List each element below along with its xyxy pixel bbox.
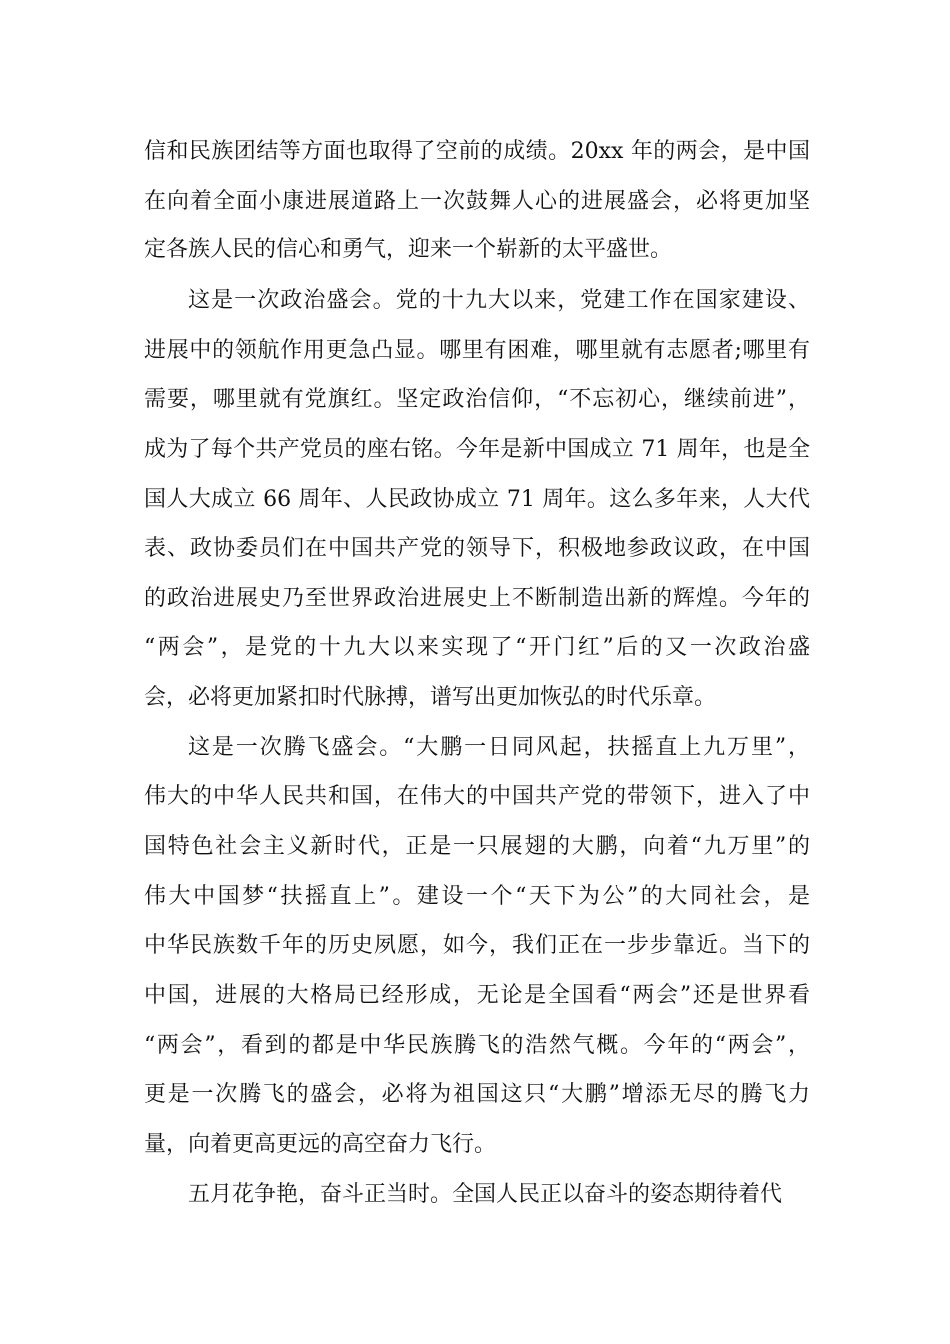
text-line: 国特色社会主义新时代，正是一只展翅的大鹏，向着“九万里”的 bbox=[144, 834, 810, 859]
text-line: 表、政协委员们在中国共产党的领导下，积极地参政议政，在中国 bbox=[144, 536, 810, 561]
text-line: 更是一次腾飞的盛会，必将为祖国这只“大鹏”增添无尽的腾飞力 bbox=[144, 1082, 810, 1107]
text-line: “两会”，看到的都是中华民族腾飞的浩然气概。今年的“两会”， bbox=[144, 1033, 810, 1058]
text-line: 量，向着更高更远的高空奋力飞行。 bbox=[144, 1132, 497, 1157]
text-line: 成为了每个共产党员的座右铭。今年是新中国成立 71 周年，也是全 bbox=[144, 437, 810, 462]
text-line: 会，必将更加紧扣时代脉搏，谱写出更加恢弘的时代乐章。 bbox=[144, 685, 717, 710]
text-line: 国人大成立 66 周年、人民政协成立 71 周年。这么多年来，人大代 bbox=[144, 487, 810, 512]
text-line: “两会”，是党的十九大以来实现了“开门红”后的又一次政治盛 bbox=[144, 635, 810, 660]
text-line: 伟大中国梦“扶摇直上”。建设一个“天下为公”的大同社会，是 bbox=[144, 884, 810, 909]
text-line: 进展中的领航作用更急凸显。哪里有困难，哪里就有志愿者;哪里有 bbox=[144, 338, 810, 363]
text-line: 中国，进展的大格局已经形成，无论是全国看“两会”还是世界看 bbox=[144, 983, 810, 1008]
text-line: 需要，哪里就有党旗红。坚定政治信仰，“不忘初心，继续前进”， bbox=[144, 387, 810, 412]
text-line: 伟大的中华人民共和国，在伟大的中国共产党的带领下，进入了中 bbox=[144, 784, 810, 809]
text-line: 定各族人民的信心和勇气，迎来一个崭新的太平盛世。 bbox=[144, 237, 673, 262]
paragraph-first-line: 这是一次政治盛会。党的十九大以来，党建工作在国家建设、 bbox=[188, 288, 810, 313]
paragraph-first-line: 五月花争艳，奋斗正当时。全国人民正以奋斗的姿态期待着代 bbox=[188, 1182, 783, 1207]
text-line: 信和民族团结等方面也取得了空前的成绩。20xx 年的两会，是中国 bbox=[144, 139, 810, 164]
text-line: 在向着全面小康进展道路上一次鼓舞人心的进展盛会，必将更加坚 bbox=[144, 189, 810, 214]
paragraph-first-line: 这是一次腾飞盛会。“大鹏一日同风起，扶摇直上九万里”， bbox=[188, 735, 810, 760]
text-line: 的政治进展史乃至世界政治进展史上不断制造出新的辉煌。今年的 bbox=[144, 586, 810, 611]
text-line: 中华民族数千年的历史夙愿，如今，我们正在一步步靠近。当下的 bbox=[144, 933, 810, 958]
